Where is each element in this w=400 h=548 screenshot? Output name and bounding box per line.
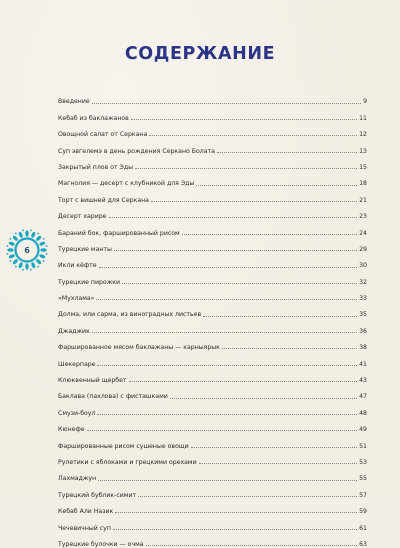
toc-entry[interactable] bbox=[58, 450, 367, 466]
toc-entry[interactable] bbox=[58, 417, 367, 433]
toc-entry-title: Фаршированное мясом баклажаны — карныярык bbox=[58, 344, 220, 352]
dot-leader bbox=[99, 267, 358, 268]
toc-entry[interactable] bbox=[58, 384, 367, 400]
toc-entry-page: 63 bbox=[359, 540, 367, 548]
toc-entry-page: 23 bbox=[359, 213, 367, 221]
dot-leader bbox=[135, 168, 357, 169]
dot-leader bbox=[113, 529, 357, 530]
dot-leader bbox=[182, 234, 357, 235]
toc-entry-page: 51 bbox=[359, 442, 367, 450]
toc-entry-title: Закрытый плов от Эды bbox=[58, 163, 134, 171]
dot-leader bbox=[222, 348, 357, 349]
toc-entry-title: Турецкие пирожки bbox=[58, 278, 121, 286]
dot-leader bbox=[87, 430, 358, 431]
table-of-contents bbox=[58, 89, 367, 548]
toc-entry-title: Десерт харире bbox=[58, 213, 107, 221]
toc-entry-title: Бараний бок, фаршированный рисом bbox=[58, 229, 180, 237]
toc-entry-title: Рулетики с яблоками и грецкими орехами bbox=[58, 458, 197, 466]
toc-entry[interactable] bbox=[58, 400, 367, 416]
toc-entry-title: Чечевичный суп bbox=[58, 524, 111, 532]
toc-entry-page: 24 bbox=[359, 229, 367, 237]
toc-entry-page: 49 bbox=[359, 426, 367, 434]
toc-entry-page: 32 bbox=[359, 278, 367, 286]
toc-entry-page: 36 bbox=[359, 327, 367, 335]
toc-entry-title: Долма, или сарма, из виноградных листьев bbox=[58, 311, 202, 319]
dot-leader bbox=[114, 250, 357, 251]
toc-entry[interactable] bbox=[58, 171, 367, 187]
toc-entry-page: 41 bbox=[359, 360, 367, 368]
toc-entry-page: 48 bbox=[359, 409, 367, 417]
toc-entry[interactable] bbox=[58, 433, 367, 449]
dot-leader bbox=[98, 480, 357, 481]
toc-entry-page: 43 bbox=[359, 377, 367, 385]
dot-leader bbox=[149, 135, 357, 136]
toc-entry-page: 29 bbox=[359, 245, 367, 253]
toc-entry[interactable] bbox=[58, 138, 367, 154]
dot-leader bbox=[131, 119, 357, 120]
toc-entry-page: 33 bbox=[359, 295, 367, 303]
dot-leader bbox=[92, 103, 361, 104]
toc-entry-title: Клюквенный щербет bbox=[58, 377, 127, 385]
toc-entry-page: 61 bbox=[359, 524, 367, 532]
page-title: СОДЕРЖАНИЕ bbox=[124, 44, 276, 64]
dot-leader bbox=[92, 332, 357, 333]
toc-entry[interactable] bbox=[58, 237, 367, 253]
page-number: 6 bbox=[24, 245, 30, 255]
toc-entry[interactable] bbox=[58, 253, 367, 269]
toc-entry-title: Торт с вишней для Серкана bbox=[58, 196, 149, 204]
dot-leader bbox=[217, 152, 357, 153]
toc-entry[interactable] bbox=[58, 335, 367, 351]
toc-entry-title: Джаджик bbox=[58, 327, 90, 335]
toc-entry-title: Магнолия — десерт с клубникой для Эды bbox=[58, 180, 195, 188]
dot-leader bbox=[97, 365, 357, 366]
toc-entry-page: 57 bbox=[359, 491, 367, 499]
toc-entry-page: 11 bbox=[359, 114, 367, 122]
toc-entry[interactable] bbox=[58, 89, 367, 105]
dot-leader bbox=[97, 414, 357, 415]
toc-entry-title: Суп эвгелемэ в день рождения Серкано Болата bbox=[58, 147, 215, 155]
toc-entry-title: Овощной салат от Серкана bbox=[58, 131, 148, 139]
toc-entry-title: Кюнефе bbox=[58, 426, 85, 434]
dot-leader bbox=[196, 185, 357, 186]
dot-leader bbox=[138, 496, 357, 497]
toc-entry-page: 21 bbox=[359, 196, 367, 204]
toc-entry[interactable] bbox=[58, 351, 367, 367]
toc-entry[interactable] bbox=[58, 220, 367, 236]
toc-entry[interactable] bbox=[58, 286, 367, 302]
toc-entry-title: Фаршированные рисом сушеные овощи bbox=[58, 442, 189, 450]
toc-entry[interactable] bbox=[58, 515, 367, 531]
toc-entry-title: Турецкие манты bbox=[58, 245, 112, 253]
toc-entry-page: 59 bbox=[359, 508, 367, 516]
toc-entry[interactable] bbox=[58, 302, 367, 318]
toc-entry[interactable] bbox=[58, 499, 367, 515]
toc-entry[interactable] bbox=[58, 482, 367, 498]
toc-entry[interactable] bbox=[58, 466, 367, 482]
dot-leader bbox=[122, 283, 357, 284]
toc-entry-title: Кебаб из баклажанов bbox=[58, 114, 129, 122]
dot-leader bbox=[146, 545, 358, 546]
dot-leader bbox=[96, 299, 357, 300]
toc-entry-title: Икли кёфте bbox=[58, 262, 97, 270]
toc-entry-title: Кебаб Али Назик bbox=[58, 508, 114, 516]
toc-entry[interactable] bbox=[58, 204, 367, 220]
dot-leader bbox=[151, 201, 357, 202]
toc-entry-page: 35 bbox=[359, 311, 367, 319]
toc-entry-page: 30 bbox=[359, 262, 367, 270]
dot-leader bbox=[199, 463, 358, 464]
toc-entry[interactable] bbox=[58, 368, 367, 384]
toc-entry-title: Шекерпаре bbox=[58, 360, 96, 368]
toc-entry-title: Турецкий бублик-симит bbox=[58, 491, 137, 499]
toc-entry-page: 18 bbox=[359, 180, 367, 188]
dot-leader bbox=[203, 316, 357, 317]
toc-entry-page: 47 bbox=[359, 393, 367, 401]
toc-entry[interactable] bbox=[58, 532, 367, 548]
toc-entry-page: 38 bbox=[359, 344, 367, 352]
toc-entry-title: Смузи-боул bbox=[58, 409, 96, 417]
toc-entry-page: 53 bbox=[359, 458, 367, 466]
dot-leader bbox=[129, 381, 358, 382]
toc-entry-title: «Мухлама» bbox=[58, 295, 95, 303]
toc-entry[interactable] bbox=[58, 155, 367, 171]
toc-entry[interactable] bbox=[58, 187, 367, 203]
dot-leader bbox=[115, 512, 357, 513]
toc-entry-page: 15 bbox=[359, 163, 367, 171]
toc-entry[interactable] bbox=[58, 122, 367, 138]
toc-entry-page: 9 bbox=[363, 98, 367, 106]
toc-entry[interactable] bbox=[58, 269, 367, 285]
toc-entry-title: Турецкие булочки — очма bbox=[58, 540, 144, 548]
dot-leader bbox=[170, 398, 357, 399]
page-number-badge bbox=[5, 228, 49, 272]
toc-entry-title: Лахмаджун bbox=[58, 475, 97, 483]
toc-entry-title: Баклава (пахлова) с фисташками bbox=[58, 393, 168, 401]
toc-entry-page: 12 bbox=[359, 131, 367, 139]
dot-leader bbox=[109, 217, 358, 218]
toc-entry-title: Введение bbox=[58, 98, 90, 106]
toc-entry-page: 55 bbox=[359, 475, 367, 483]
toc-entry[interactable] bbox=[58, 105, 367, 121]
toc-entry[interactable] bbox=[58, 318, 367, 334]
dot-leader bbox=[191, 447, 357, 448]
toc-entry-page: 13 bbox=[359, 147, 367, 155]
